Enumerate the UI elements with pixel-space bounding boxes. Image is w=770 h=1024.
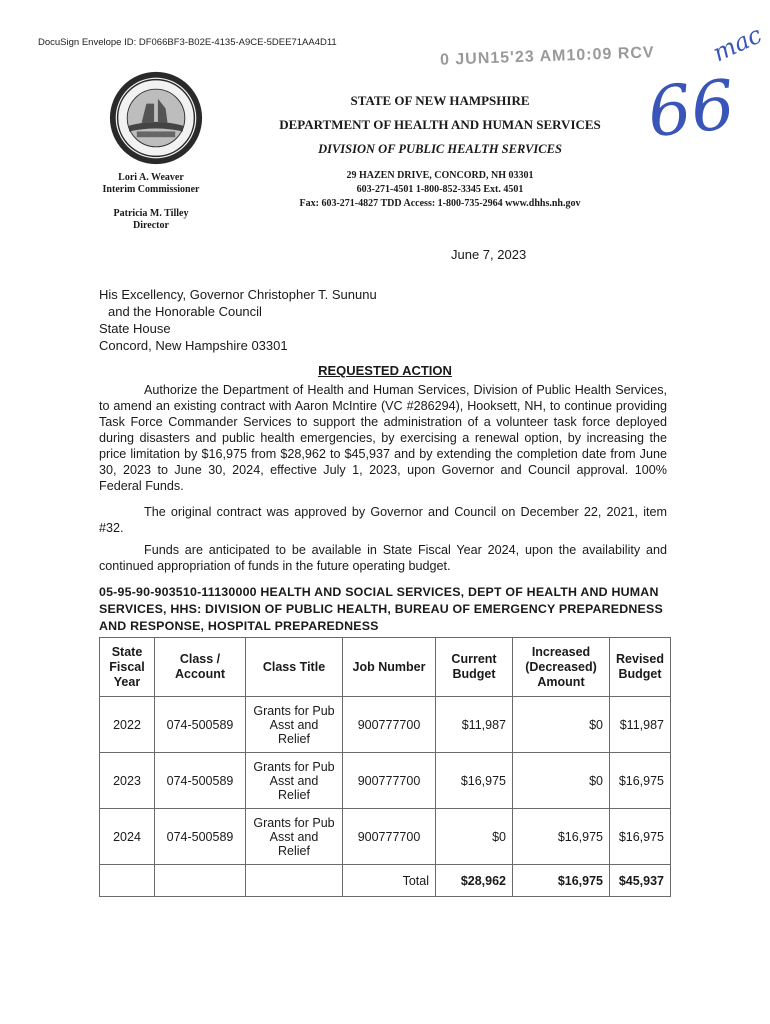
- letterhead-department: DEPARTMENT OF HEALTH AND HUMAN SERVICES: [279, 117, 601, 132]
- table-header-row: [100, 638, 671, 697]
- addressee-line: State House: [99, 321, 171, 336]
- cell-account: 074-500589: [155, 753, 246, 809]
- letterhead-phone: 603-271-4501 1-800-852-3345 Ext. 4501: [356, 184, 524, 195]
- cell-job: 900777700: [343, 697, 436, 753]
- cell-job: 900777700: [343, 809, 436, 865]
- staff-title: Director: [133, 220, 169, 231]
- cell-empty: [100, 865, 155, 897]
- handwritten-number: 66: [644, 65, 739, 154]
- cell-account: 074-500589: [155, 809, 246, 865]
- cell-title: Grants for Pub Asst and Relief: [246, 753, 343, 809]
- cell-total-label: Total: [343, 865, 436, 897]
- addressee-line: His Excellency, Governor Christopher T. Sununu: [99, 287, 377, 302]
- table-row: [100, 809, 671, 865]
- staff-title: Interim Commissioner: [102, 184, 200, 195]
- cell-total-change: $16,975: [513, 865, 610, 897]
- cell-job: 900777700: [343, 753, 436, 809]
- state-seal-icon: [108, 70, 204, 166]
- letterhead-fax: Fax: 603-271-4827 TDD Access: 1-800-735-2964 www.dhhs.nh.gov: [299, 198, 581, 209]
- staff-commissioner: [76, 172, 226, 196]
- cell-year: 2023: [100, 753, 155, 809]
- cell-revised: $11,987: [610, 697, 671, 753]
- addressee-line: and the Honorable Council: [108, 304, 262, 319]
- header-class-account: Class / Account: [155, 638, 246, 697]
- header-current-budget: Current Budget: [436, 638, 513, 697]
- addressee-line: Concord, New Hampshire 03301: [99, 338, 288, 353]
- table-row: [100, 753, 671, 809]
- cell-revised: $16,975: [610, 753, 671, 809]
- cell-revised: $16,975: [610, 809, 671, 865]
- header-revised-budget: Revised Budget: [610, 638, 671, 697]
- received-stamp: 0 JUN15'23 AM10:09 RCV: [439, 44, 655, 69]
- handwritten-initials: mac: [708, 20, 767, 68]
- docusign-envelope-id: DocuSign Envelope ID: DF066BF3-B02E-4135-A9CE-5DEE71AA4D11: [38, 37, 337, 48]
- letter-date: June 7, 2023: [451, 247, 527, 262]
- cell-empty: [246, 865, 343, 897]
- staff-director: [76, 208, 226, 232]
- cell-total-current: $28,962: [436, 865, 513, 897]
- letterhead-address: 29 HAZEN DRIVE, CONCORD, NH 03301: [346, 170, 534, 181]
- cell-empty: [155, 865, 246, 897]
- paragraph-action: Authorize the Department of Health and Human Services, Division of Public Health Services, to amend an existing contract with Aaron McIntire (VC #286294), Hooksett, NH, to continue providing Task Force Commander Services to support the administration of a volunteer task force deployed during disasters and public health emergencies, by exercising a renewal option, by increasing the price limitation by $16,975 from $28,962 to $45,937 and by extending the completion date from June 30, 2023 to June 30, 2024, effective July 1, 2023, upon Governor and Council approval. 100% Federal Funds.: [99, 383, 667, 493]
- cell-title: Grants for Pub Asst and Relief: [246, 697, 343, 753]
- account-heading: 05-95-90-903510-11130000 HEALTH AND SOCIAL SERVICES, DEPT OF HEALTH AND HUMAN SERVICES, HHS: DIVISION OF PUBLIC HEALTH, BUREAU OF EMERGENCY PREPAREDNESS AND RESPONSE, HOSPITAL PREPAREDNESS: [99, 585, 663, 633]
- cell-current: $11,987: [436, 697, 513, 753]
- letterhead-division: DIVISION OF PUBLIC HEALTH SERVICES: [318, 142, 562, 156]
- header-fiscal-year: State Fiscal Year: [100, 638, 155, 697]
- header-change-amount: Increased (Decreased) Amount: [513, 638, 610, 697]
- cell-year: 2022: [100, 697, 155, 753]
- paragraph-funds: Funds are anticipated to be available in State Fiscal Year 2024, upon the availability and continued appropriation of funds in the future operating budget.: [99, 543, 667, 573]
- cell-change: $16,975: [513, 809, 610, 865]
- paragraph-original-contract: The original contract was approved by Governor and Council on December 22, 2021, item #32.: [99, 505, 667, 535]
- cell-account: 074-500589: [155, 697, 246, 753]
- cell-title: Grants for Pub Asst and Relief: [246, 809, 343, 865]
- staff-name: Patricia M. Tilley: [113, 208, 189, 219]
- cell-total-revised: $45,937: [610, 865, 671, 897]
- cell-current: $16,975: [436, 753, 513, 809]
- cell-year: 2024: [100, 809, 155, 865]
- staff-name: Lori A. Weaver: [118, 172, 184, 183]
- header-class-title: Class Title: [246, 638, 343, 697]
- cell-change: $0: [513, 753, 610, 809]
- letterhead-state: STATE OF NEW HAMPSHIRE: [350, 93, 530, 108]
- header-job-number: Job Number: [343, 638, 436, 697]
- table-row: [100, 697, 671, 753]
- cell-current: $0: [436, 809, 513, 865]
- table-total-row: [100, 865, 671, 897]
- budget-table: [99, 637, 671, 897]
- requested-action-heading: REQUESTED ACTION: [318, 363, 452, 378]
- addressee-block: [99, 286, 377, 354]
- cell-change: $0: [513, 697, 610, 753]
